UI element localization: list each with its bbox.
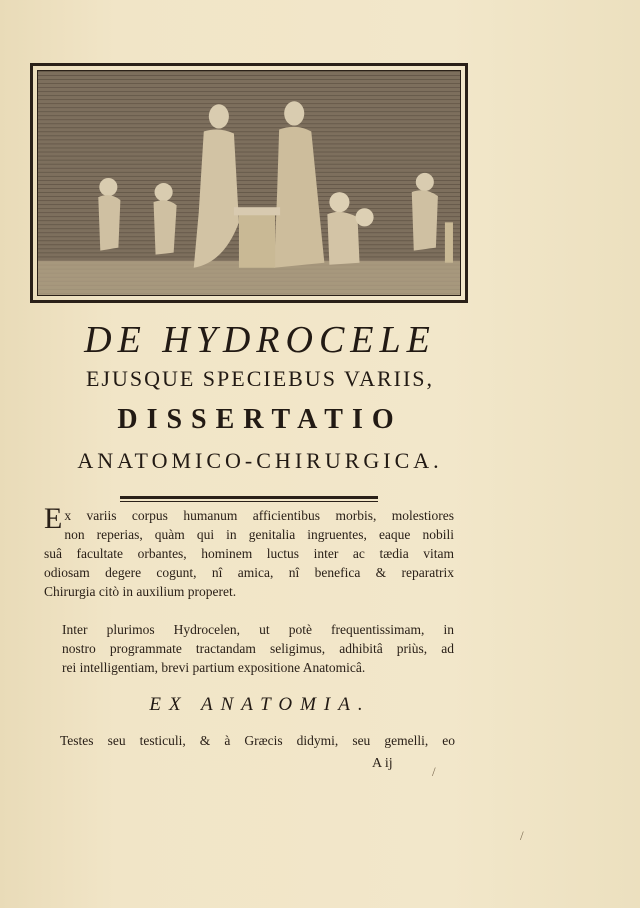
decorative-rule-thin <box>120 501 378 502</box>
decorative-rule <box>120 496 378 499</box>
title-line-2: EJUSQUE SPECIEBUS VARIIS, <box>85 366 435 391</box>
text-line: rei intelligentiam, brevi partium expositione Anatomicâ. <box>62 660 366 675</box>
final-text-line: Testes seu testiculi, & à Græcis didymi, seu gemelli, eo <box>60 733 455 748</box>
text-line: Inter plurimos Hydrocelen, ut potè frequentissimam, in <box>62 622 454 637</box>
text-line: odiosam degere cogunt, nî amica, nî benefica & reparatrix <box>44 565 454 580</box>
text-line: Chirurgia citò in auxilium properet. <box>44 584 237 599</box>
title-line-1: DE HYDROCELE <box>84 319 436 361</box>
vignette-engraving-image <box>38 71 460 295</box>
margin-mark: / <box>520 828 524 843</box>
text-line: nostro programmate tractandam seligimus, adhibitâ priùs, ad <box>62 641 454 656</box>
margin-mark: / <box>432 764 436 779</box>
signature-mark: A ij <box>372 756 393 771</box>
engraved-vignette <box>30 63 468 303</box>
title-line-3: DISSERTATIO <box>117 404 403 435</box>
title-line-4: ANATOMICO-CHIRURGICA. <box>77 448 443 473</box>
section-heading: EX ANATOMIA. <box>149 694 371 715</box>
drop-cap: E <box>44 502 63 535</box>
text-line: suâ facultate orbantes, hominem luctus inter ac tædia vitam <box>44 546 454 561</box>
paragraph-2 <box>62 620 454 677</box>
text-line: x variis corpus humanum afficientibus morbis, molestiores <box>64 508 454 523</box>
text-line: non reperias, quàm qui in genitalia ingruentes, eaque nobili <box>64 527 454 542</box>
paragraph-1 <box>44 502 454 601</box>
